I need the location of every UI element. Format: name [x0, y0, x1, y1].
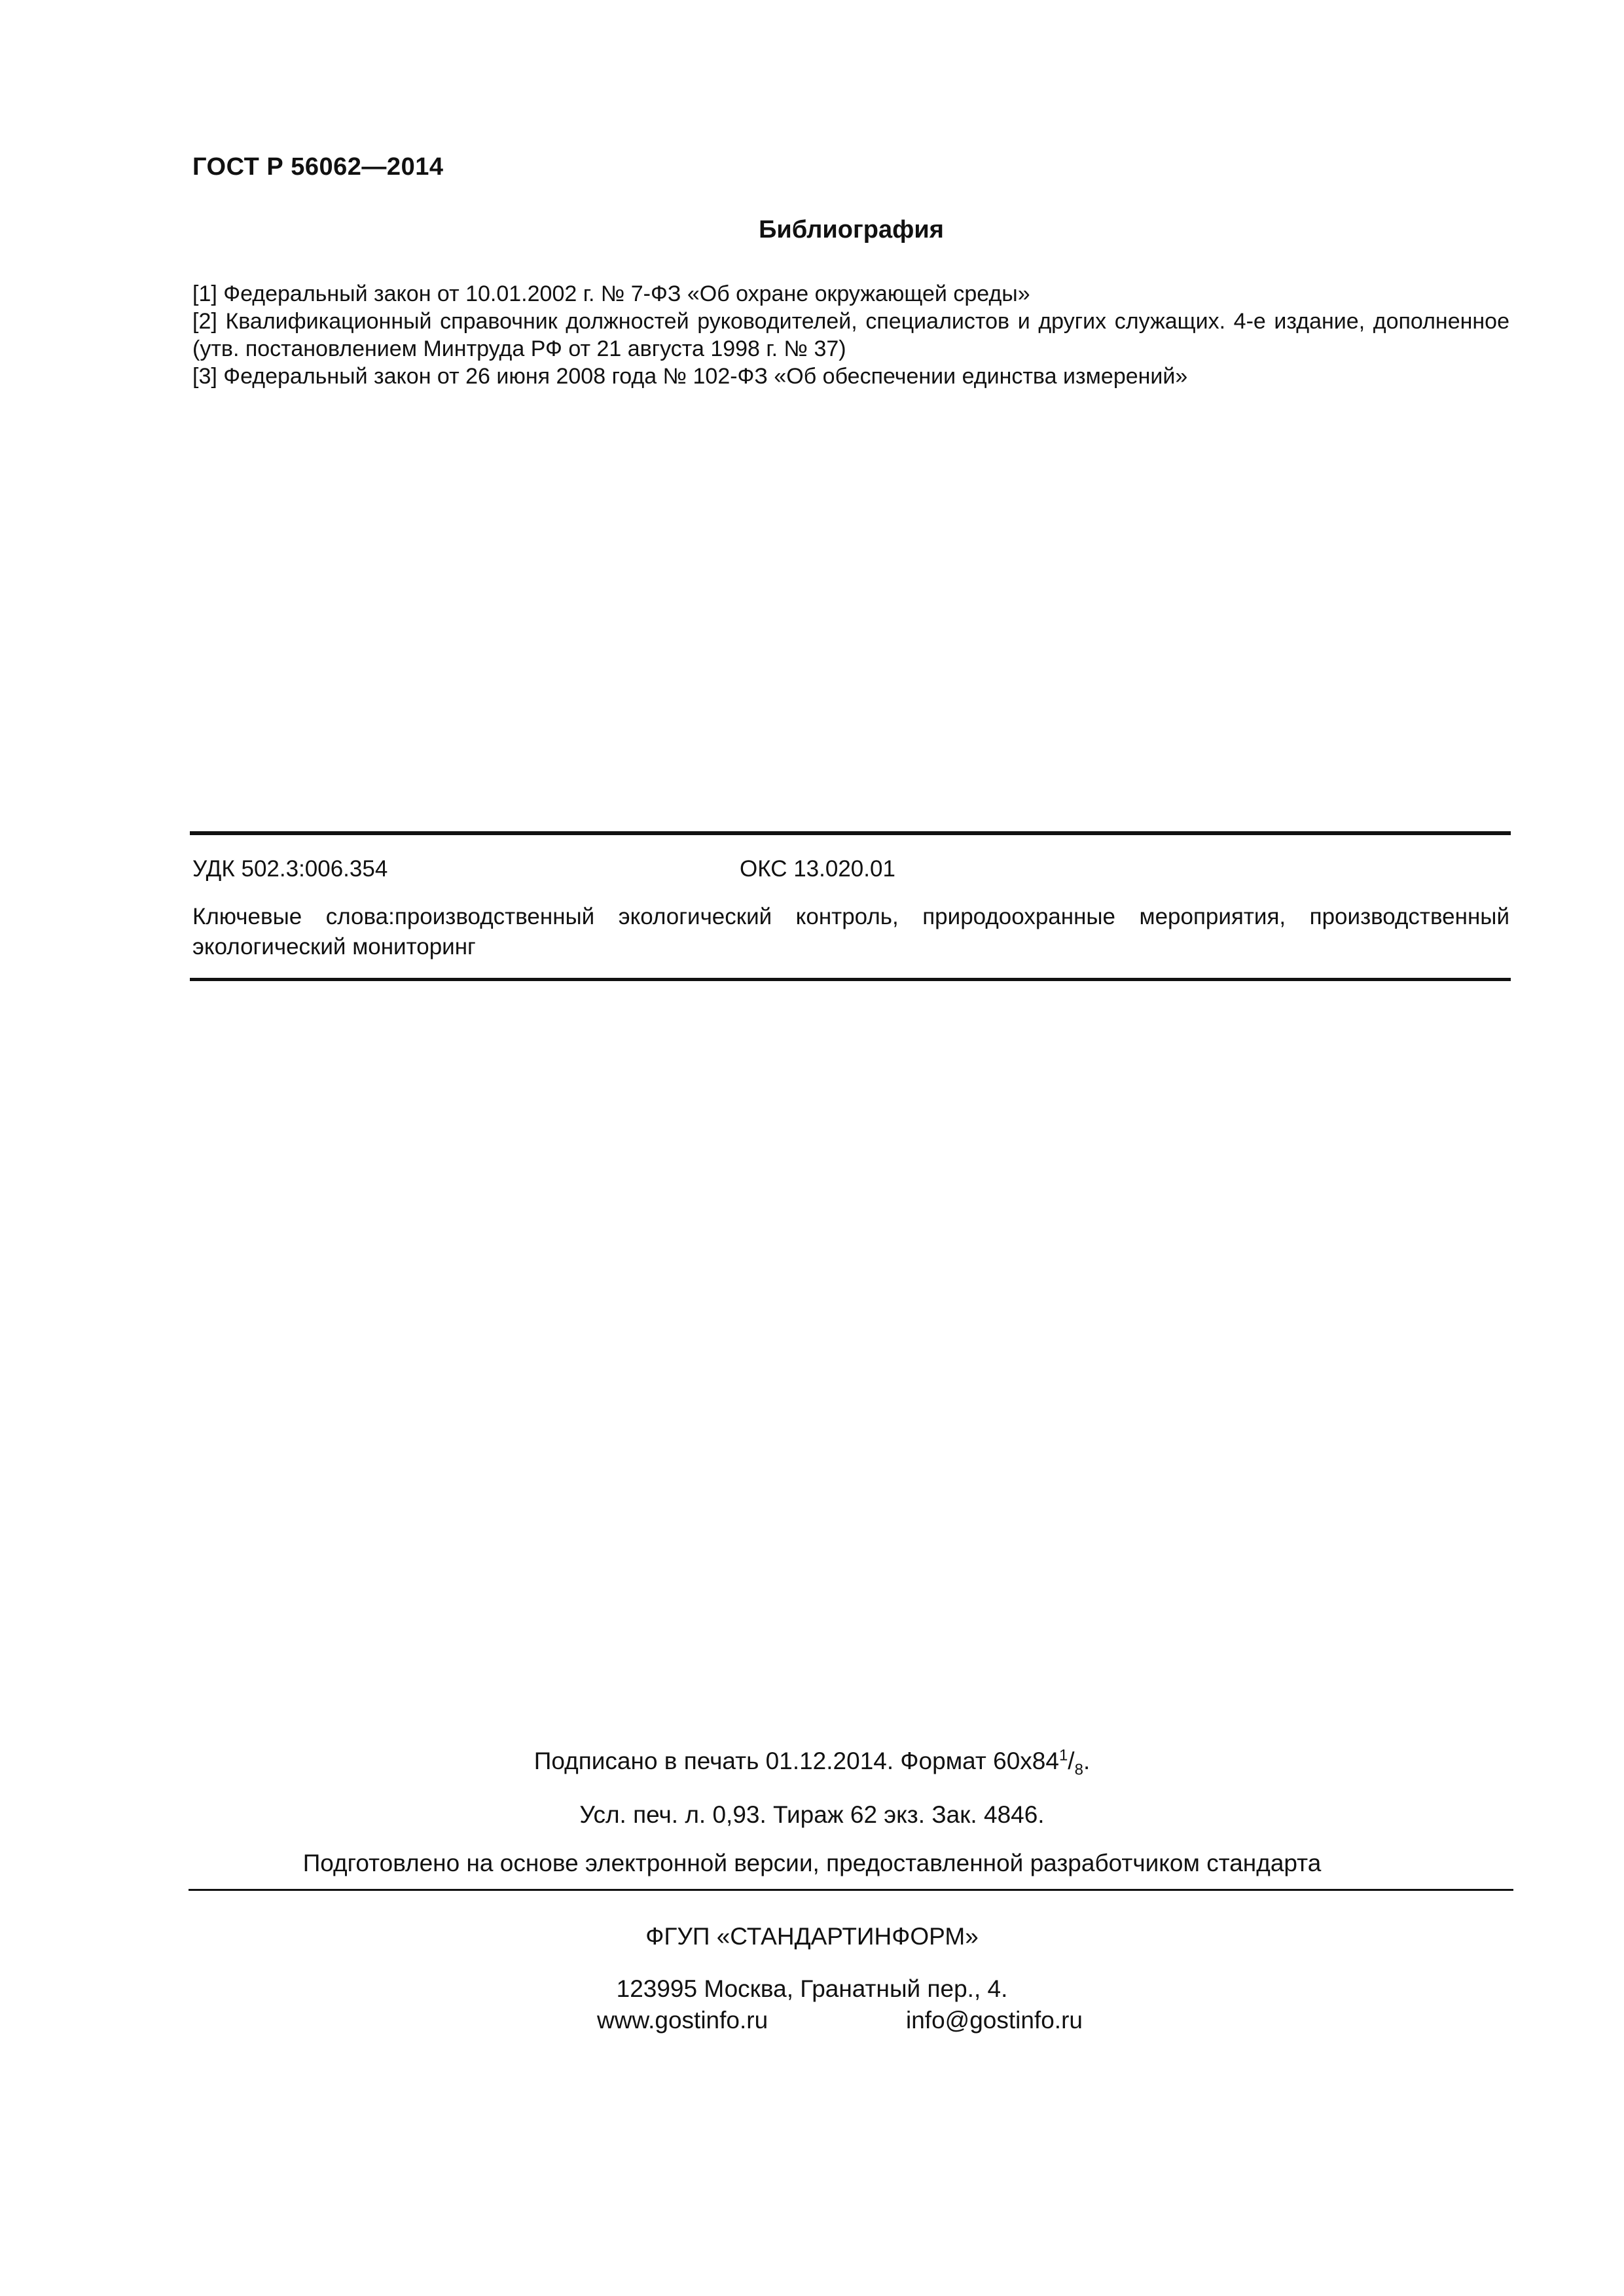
bibliography-entry: [2] Квалификационный справочник должностей руководителей, специалистов и других служащих. 4-е издание, дополненное (утв. постановлением Минтруда РФ от 21 августа 1998 г. № 37) [192, 309, 1509, 361]
publisher-address: 123995 Москва, Гранатный пер., 4. [616, 1975, 1008, 2002]
bibliography-title: Библиография [759, 216, 944, 243]
divider-bottom [190, 978, 1511, 981]
signed-text: Подписано в печать 01.12.2014. Формат 60х84 [533, 1748, 1059, 1774]
prepared-note: Подготовлено на основе электронной версии, предоставленной разработчиком стандарта [302, 1850, 1322, 1876]
oks-code: ОКС 13.020.01 [740, 856, 895, 882]
publisher-name: ФГУП «СТАНДАРТИНФОРМ» [645, 1923, 979, 1950]
format-denominator: 8 [1074, 1761, 1083, 1779]
format-separator: / [1068, 1748, 1075, 1774]
signed-to-print [0, 1746, 1624, 1779]
keywords: Ключевые слова:производственный экологический контроль, природоохранные мероприятия, производственный экологический мониторинг [192, 904, 1509, 960]
signed-suffix: . [1083, 1748, 1091, 1774]
print-details: Усл. печ. л. 0,93. Тираж 62 экз. Зак. 4846. [579, 1801, 1045, 1828]
divider-top [190, 831, 1511, 835]
bibliography-entry: [1] Федеральный закон от 10.01.2002 г. № 7-ФЗ «Об охране окружающей среды» [192, 281, 1030, 306]
bibliography-entry: [3] Федеральный закон от 26 июня 2008 года № 102-ФЗ «Об обеспечении единства измерений» [192, 364, 1188, 389]
website-link[interactable]: www.gostinfo.ru [597, 2007, 768, 2034]
format-numerator: 1 [1058, 1746, 1068, 1765]
udk-code: УДК 502.3:006.354 [192, 856, 388, 882]
standard-code: ГОСТ Р 56062—2014 [192, 153, 444, 181]
email-link[interactable]: info@gostinfo.ru [906, 2007, 1083, 2034]
divider-imprint [189, 1889, 1513, 1891]
bibliography-list [192, 280, 1509, 390]
